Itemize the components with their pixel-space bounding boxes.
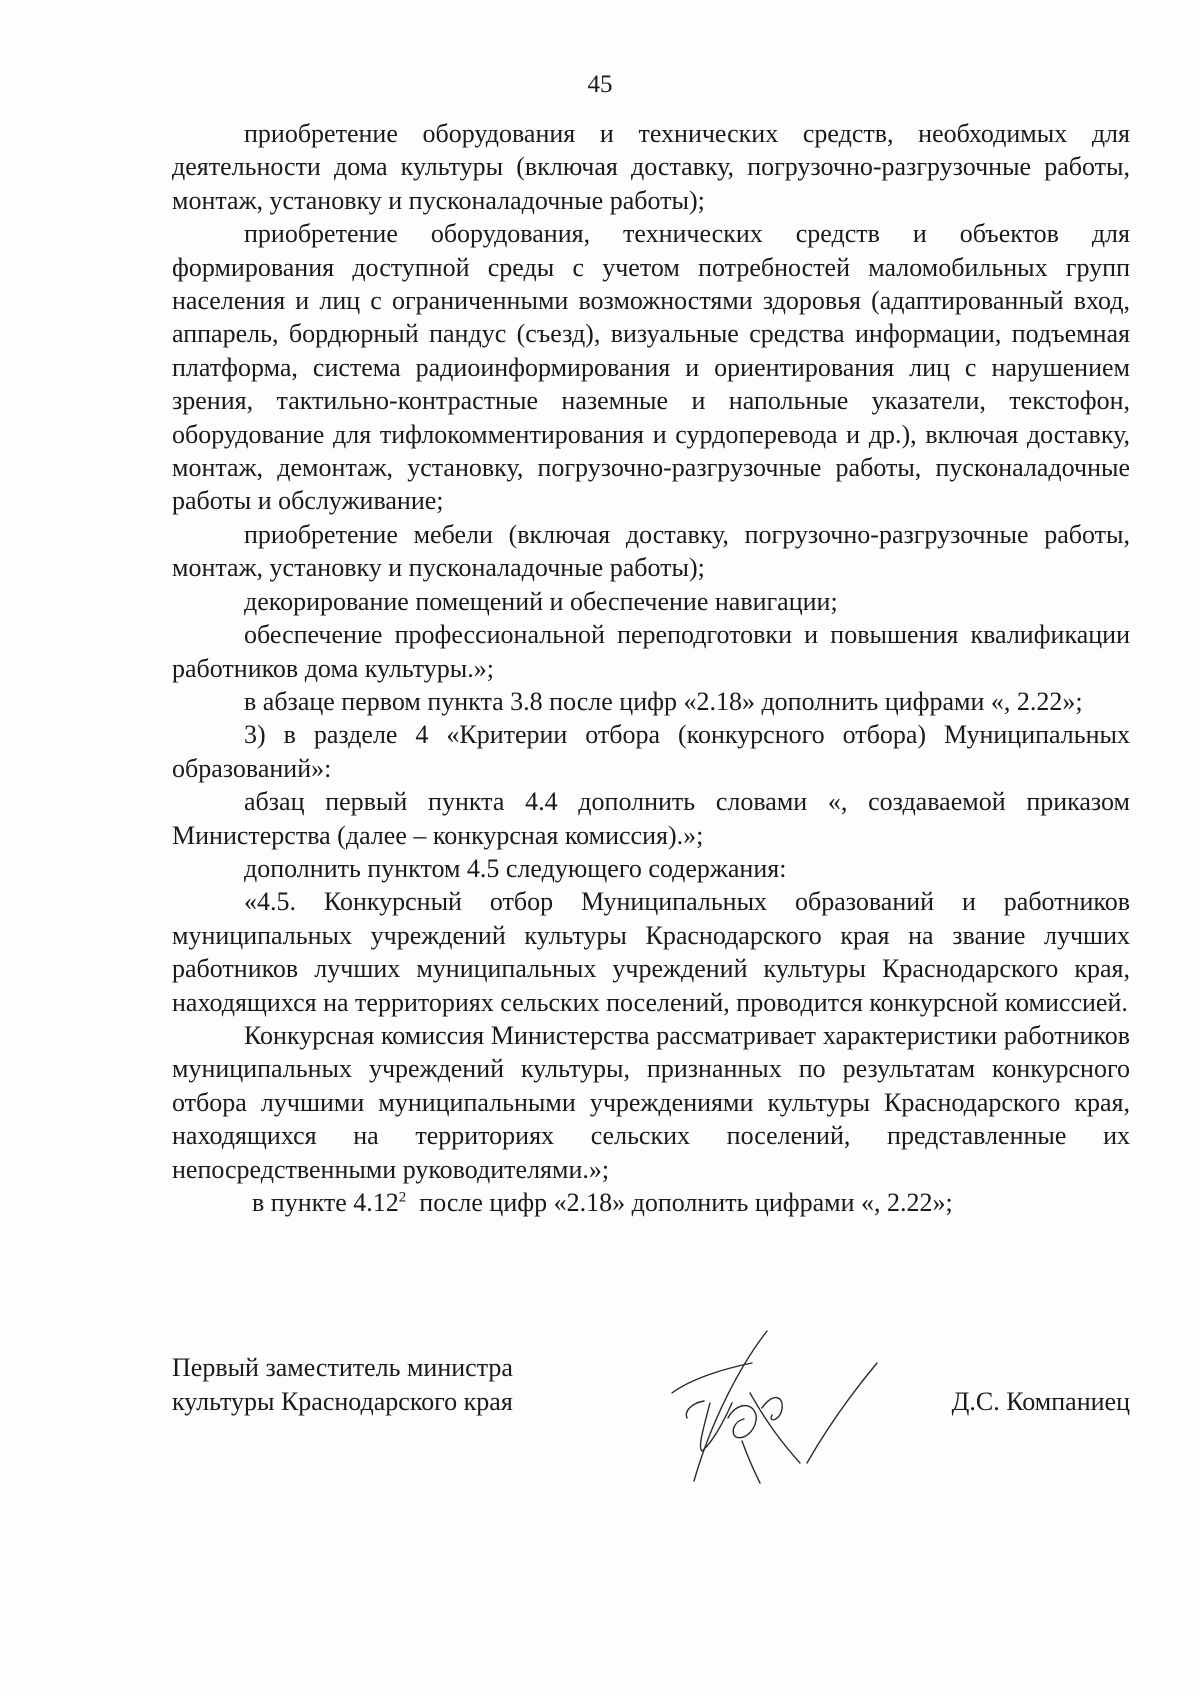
signer-position-line-1: Первый заместитель министра (172, 1353, 513, 1382)
signature-block (172, 1351, 1130, 1471)
signer-position-line-2: культуры Краснодарского края (172, 1387, 513, 1416)
paragraph: декорирование помещений и обеспечение навигации; (244, 586, 838, 616)
paragraph: приобретение оборудования и технических средств, необходимых для деятельности дома культуры (включая доставку, погрузочно-разгрузочные работы, монтаж, установку и пусконаладочные работы); (172, 119, 1130, 215)
paragraph-last-end: после цифр «2.18» дополнить цифрами «, 2.22»; (406, 1188, 953, 1217)
paragraph: приобретение оборудования, технических средств и объектов для формирования доступной среды с учетом потребностей маломобильных групп населения и лиц с ограниченными возможностями здоровья (адаптированный вход, аппарель, бордюрный пандус (съезд), визуальные средства информации, подъемная платформа, система радиоинформирования и ориентирования лиц с нарушением зрения, тактильно-контрастные наземные и напольные указатели, текстофон, оборудование для тифлокомментирования и сурдоперевода и др.), включая доставку, монтаж, демонтаж, установку, погрузочно-разгрузочные работы, пусконаладочные работы и обслуживание; (172, 219, 1130, 516)
document-body (172, 117, 1130, 1219)
paragraph: обеспечение профессиональной переподготовки и повышения квалификации работников дома культуры.»; (172, 620, 1130, 683)
paragraph-last-start: в пункте 4.12 (252, 1188, 399, 1217)
handwritten-signature (632, 1323, 892, 1493)
paragraph: 3) в разделе 4 «Критерии отбора (конкурсного отбора) Муниципальных образований»: (172, 720, 1130, 783)
paragraph-last (172, 1186, 1130, 1219)
superscript: 2 (398, 1189, 407, 1206)
signer-position (172, 1351, 513, 1419)
paragraph: дополнить пунктом 4.5 следующего содержания: (244, 853, 787, 883)
paragraph: приобретение мебели (включая доставку, погрузочно-разгрузочные работы, монтаж, установку и пусконаладочные работы); (172, 519, 1130, 583)
paragraph: Конкурсная комиссия Министерства рассматривает характеристики работников муниципальных учреждений культуры, признанных по результатам конкурсного отбора лучшими муниципальными учреждениями культуры Краснодарского края, находящихся на территориях сельских поселений, представленные их непосредственными руководителями.»; (172, 1020, 1130, 1184)
paragraph: «4.5. Конкурсный отбор Муниципальных образований и работников муниципальных учреждений культуры Краснодарского края на звание лучших работников лучших муниципальных учреждений культуры Краснодарского края, находящихся на территориях сельских поселений, проводится конкурсной комиссией. (172, 887, 1130, 1017)
paragraph: абзац первый пункта 4.4 дополнить словами «, создаваемой приказом Министерства (далее – конкурсная комиссия).»; (172, 787, 1130, 850)
page-number: 45 (587, 71, 613, 98)
paragraph: в абзаце первом пункта 3.8 после цифр «2.18» дополнить цифрами «, 2.22»; (244, 686, 1083, 716)
signer-name: Д.С. Компаниец (951, 1387, 1130, 1416)
